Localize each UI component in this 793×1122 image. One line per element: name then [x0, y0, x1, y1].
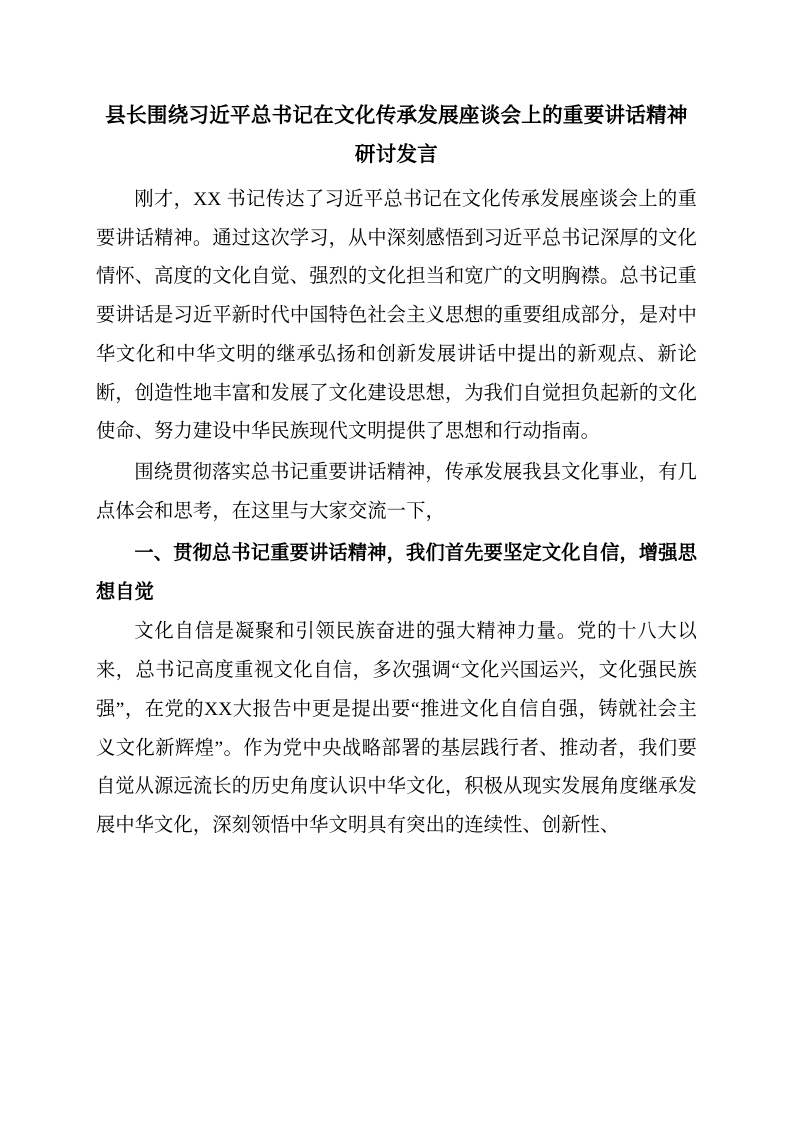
paragraph-2: 围绕贯彻落实总书记重要讲话精神，传承发展我县文化事业，有几点体会和思考，在这里与大家交流一下， — [96, 462, 697, 522]
section-heading-1: 一、贯彻总书记重要讲话精神，我们首先要坚定文化自信，增强思想自觉 — [96, 540, 697, 603]
page-title: 县长围绕习近平总书记在文化传承发展座谈会上的重要讲话精神研讨发言 — [105, 103, 688, 167]
paragraph-1: 刚才，XX 书记传达了习近平总书记在文化传承发展座谈会上的重要讲话精神。通过这次学习，从中深刻感悟到习近平总书记深厚的文化情怀、高度的文化自觉、强烈的文化担当和宽广的文明胸襟。总书记重要讲话是习近平新时代中国特色社会主义思想的重要组成部分，是对中华文化和中华文明的继承弘扬和创新发展讲话中提出的新观点、新论断，创造性地丰富和发展了文化建设思想，为我们自觉担负起新的文化使命、努力建设中华民族现代文明提供了思想和行动指南。 — [96, 188, 698, 443]
paragraph-3: 文化自信是凝聚和引领民族奋进的强大精神力量。党的十八大以来，总书记高度重视文化自信，多次强调“文化兴国运兴，文化强民族强”，在党的XX大报告中更是提出要“推进文化自信自强，铸就社会主义文化新辉煌”。作为党中央战略部署的基层践行者、推动者，我们要自觉从源远流长的历史角度认识中华文化，积极从现实发展角度继承发展中华文化，深刻领悟中华文明具有突出的连续性、创新性、 — [96, 621, 698, 837]
